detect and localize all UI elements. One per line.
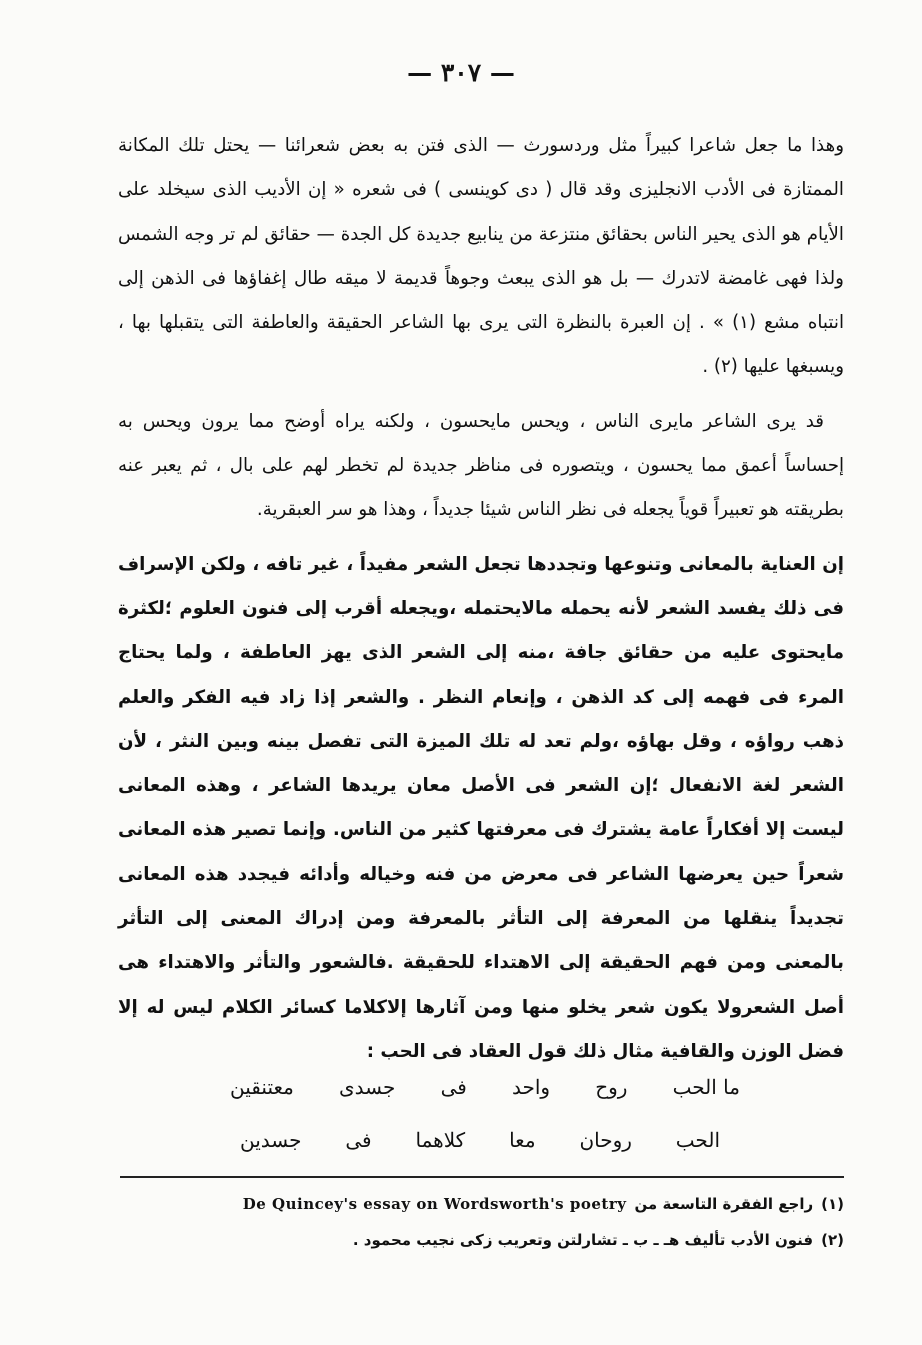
- verse-word: معتنقين: [230, 1075, 294, 1099]
- text-line: فى ذلك يفسد الشعر لأنه يحمله مالايحتمله ،ويجعله أقرب إلى فنون العلوم ؛لكثرة مايحتوى: [118, 597, 844, 664]
- verse-word: روح: [595, 1075, 628, 1099]
- footnote-number: (٢): [821, 1231, 844, 1249]
- text-line: إن العناية بالمعانى وتنوعها وتجددها تجعل الشعر مفيداً ، غير تافه ، ولكن الإسراف: [118, 553, 844, 575]
- verse-word: جسدين: [240, 1128, 302, 1152]
- text-line: حقائق لم تر وجه الشمس ولذا فهى غامضة لاتدرك — بل هو الذى يبعث وجوهاً قديمة: [118, 223, 844, 289]
- verse-word: فى: [345, 1128, 372, 1152]
- text-line: وهذا ما جعل شاعرا كبيراً مثل وردسورث — الذى فتن به بعض شعرائنا — يحتل تلك: [178, 135, 844, 156]
- text-line: قد يرى الشاعر مايرى الناس ، ويحس مايحسون ، ولكنه يراه أوضح مما يرون: [201, 410, 824, 432]
- verse-word: كلاهما: [415, 1128, 466, 1152]
- paragraph-3: [118, 543, 844, 1075]
- text-line: الذهن ، وإنعام النظر . والشعر إذا زاد فيه الفكر والعلم ذهب رواؤه ، وقل بهاؤه ،ولم تعد: [118, 686, 844, 752]
- text-line: سيخلد على الأيام هو الذى يحير الناس بحقائق منتزعة من ينابيع جديدة كل الجدة —: [118, 179, 844, 245]
- body-text: [118, 124, 844, 1074]
- text-line: يريدها الشاعر ، وهذه المعانى ليست إلا أفكاراً عامة يشترك فى معرفتها كثير من الناس.: [118, 775, 845, 841]
- text-line: وإنما تصير هذه المعانى شعراً حين يعرضها الشاعر فى معرض من فنه وخياله وأدائه فيجدد: [118, 819, 844, 885]
- verse-line-1: [230, 1063, 740, 1111]
- text-line: الشاعر الحقيقة والعاطفة التى يتقبلها بها ، ويسبغها عليها (٢) .: [118, 312, 844, 378]
- verse-word: روحان: [579, 1128, 632, 1152]
- text-line: المكانة الممتازة فى الأدب الانجليزى وقد قال ( دى كوينسى ) فى شعره « إن الأديب الذى: [118, 135, 844, 201]
- footnote-latin-reference: De Quincey's essay on Wordsworth's poetry: [242, 1195, 627, 1213]
- footnote-text: فنون الأدب تأليف هـ ـ ب ـ تشارلتن وتعريب زكى نجيب محمود .: [352, 1231, 814, 1249]
- verse-word: فى: [440, 1075, 467, 1099]
- page-number: — ٣٠٧ —: [407, 58, 515, 87]
- text-line: يعبر عنه بطريقته هو تعبيراً قوياً يجعله فى نظر الناس شيئا جديداً ، وهذا هو سر العبقرية.: [118, 455, 844, 521]
- paragraph-1: [118, 124, 844, 390]
- footnote-number: (١): [821, 1195, 844, 1213]
- text-line: شعر يخلو منها ومن آثارها إلاكلاما كسائر الكلام ليس له إلا فضل الوزن والقافية مثال: [118, 996, 844, 1062]
- verse-word: معا: [509, 1128, 536, 1152]
- verse-word: الحب: [675, 1128, 720, 1152]
- verse-word: جسدى: [339, 1075, 396, 1099]
- footnote-1: [118, 1186, 844, 1222]
- text-line: لا ميقه طال إغفاؤها فى الذهن إلى انتباه مشع (١) » . إن العبرة بالنظرة التى يرى بها: [118, 267, 844, 334]
- footnote-text: راجع الفقرة التاسعة من: [634, 1195, 814, 1213]
- verse-line-2: [230, 1116, 740, 1164]
- text-line: عليه من حقائق جافة ،منه إلى الشعر الذى يهز العاطفة ، ولما يحتاج المرء فى فهمه إلى كد: [118, 642, 844, 708]
- verse-word: واحد: [511, 1075, 551, 1099]
- text-line: ويحس به إحساساً أعمق مما يحسون ، ويتصوره فى مناظر جديدة لم تخطر لهم على بال ، ثم: [118, 410, 844, 477]
- text-line: هذه المعانى تجديداً ينقلها من المعرفة إلى التأثر بالمعرفة ومن إدراك المعنى إلى التأثر بالمعنى: [118, 863, 844, 974]
- text-line: ذلك قول العقاد فى الحب :: [366, 1040, 607, 1062]
- verse-word: ما الحب: [672, 1075, 740, 1099]
- footnote-divider: [120, 1176, 844, 1178]
- text-line: له تلك الميزة التى تفصل بينه وبين النثر ، لأن الشعر لغة الانفعال ؛إن الشعر فى الأصل معان: [118, 730, 844, 797]
- paragraph-2: [118, 400, 844, 533]
- footnotes: [118, 1186, 844, 1258]
- footnote-2: [118, 1222, 844, 1258]
- text-line: ومن فهم الحقيقة إلى الاهتداء للحقيقة .فالشعور والتأثر والاهتداء هى أصل الشعرولا يكون: [118, 952, 844, 1018]
